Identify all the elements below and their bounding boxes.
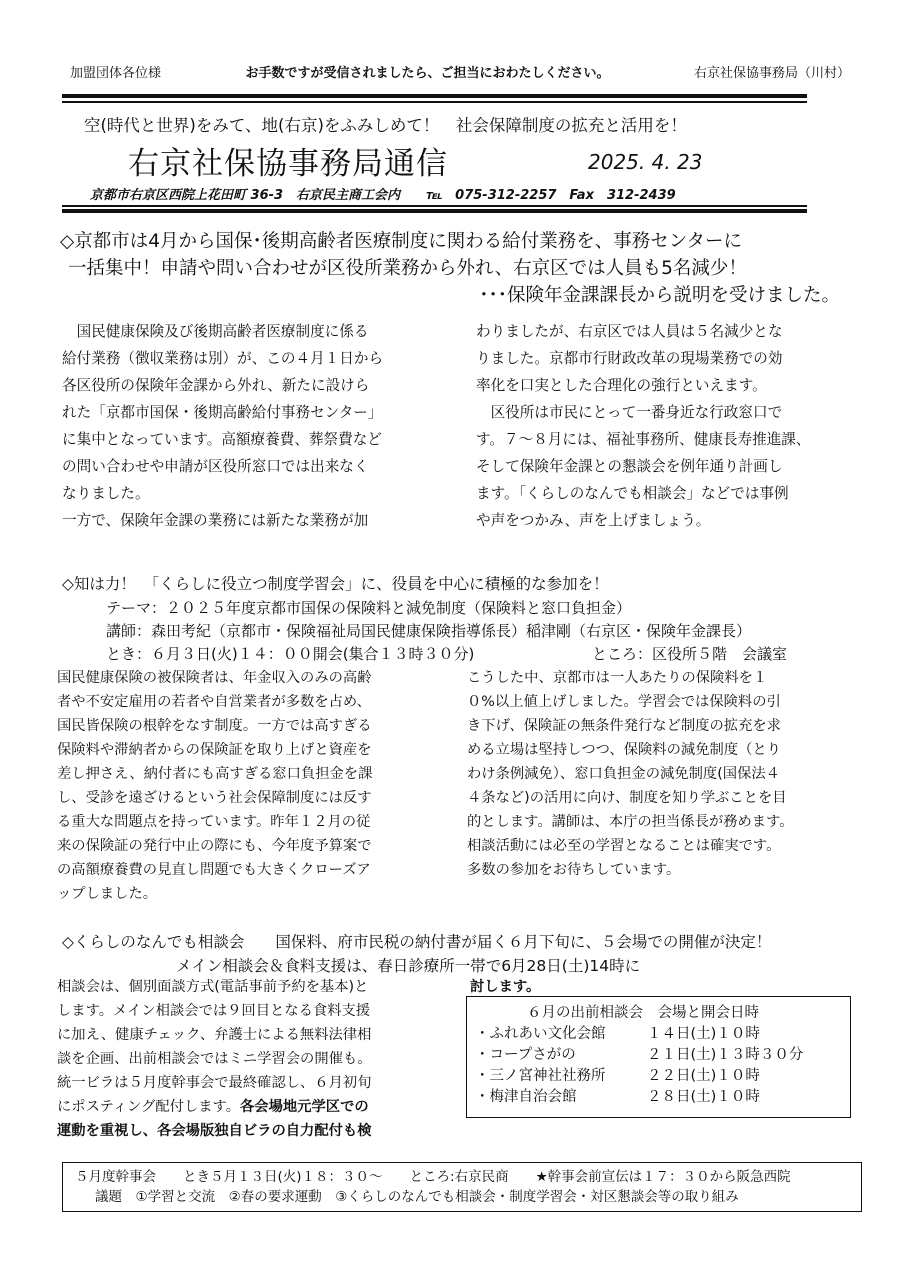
study-theme: テーマ：２０２５年度京都市国保の保険料と減免制度（保険料と窓口負担金） [106, 599, 632, 617]
emphasis-text: 各会場地元学区での [240, 1099, 369, 1115]
note-sender: 右京社保協事務局（川村） [693, 66, 850, 81]
header-rule-top-thin [62, 101, 807, 103]
article1-right-column: わりましたが、右京区では人員は５名減少とな りました。京都市行財政改革の現場業務での効 率化を口実とした合理化の強行といえます。 区役所は市民にとって一番身近な行政窓口で す。７～８月には、福祉事務所、健康長寿推進課、 そして保険年金課との懇談会を例年通り計画し ます。「くらしのなんでも相談会」などでは事例 や声をつかみ、声を上げましょう。 [476, 323, 811, 529]
study-where: ところ：区役所５階 会議室 [592, 645, 788, 663]
article1-left-column: 国民健康保険及び後期高齢者医療制度に係る 給付業務（徴収業務は別）が、この４月１日から 各区役所の保険年金課から外れ、新たに設けら れた「京都市国保・後期高齢給付事務センター」 に集中となっています。高額療養費、葬祭費など の問い合わせや申請が区役所窓口では出来なく なりました。 一方で、保険年金課の業務には新たな業務が加 [62, 323, 384, 529]
header-rule-top [62, 94, 807, 98]
meeting-agenda: 議題 ①学習と交流 ②春の要求運動 ③くらしのなんでも相談会・制度学習会・対区懇談会等の取り組み [95, 1189, 739, 1205]
study-lecturer: 講師：森田考紀（京都市・保険福祉局国民健康保険指導係長）稲津剛（右京区・保険年金課長） [106, 622, 752, 640]
article1-headline-line1: ◇京都市は4月から国保･後期高齢者医療制度に関わる給付業務を、事務センターに [60, 231, 743, 252]
header-rule-bottom [62, 209, 807, 213]
schedule-row: ・三ノ宮神社社務所 ２２日(土)１０時 [475, 1068, 760, 1084]
article1-headline-line2: 一括集中！申請や問い合わせが区役所業務から外れ、右京区では人員も5名減少！ [68, 258, 747, 279]
note-recipients: 加盟団体各位様 [70, 66, 162, 81]
schedule-row: ・ふれあい文化会館 １４日(土)１０時 [475, 1026, 760, 1042]
article3-left-column: 相談会は、個別面談方式(電話事前予約を基本)と します。メイン相談会では９回目となる食料支援 に加え、健康チェック、弁護士による無料法律相 談を企画、出前相談会ではミニ学習会の開催も。 統一ビラは５月度幹事会で最終確認し、６月初旬 にポスティング配付します。各会場地元学区での 運動を重視し、各会場版独自ビラの自力配付も検 [57, 979, 372, 1139]
emphasis-text-cont: 運動を重視し、各会場版独自ビラの自力配付も検 [57, 1123, 372, 1139]
issue-date: 2025. 4. 23 [588, 150, 703, 174]
header-rule-bottom-thin [62, 205, 807, 207]
article1-headline-line3: ･･･保険年金課課長から説明を受けました。 [479, 285, 840, 306]
office-address: 京都市右京区西院上花田町 36-3 右京民主商工会内 ℡ 075-312-2257 Fax 312-2439 [90, 188, 676, 203]
schedule-row: ・梅津自治会館 ２８日(土)１０時 [475, 1089, 760, 1105]
schedule-title: ６月の出前相談会 会場と開会日時 [527, 1005, 759, 1021]
meeting-notice-box [62, 1162, 862, 1212]
newsletter-title: 右京社保協事務局通信 [128, 146, 448, 182]
distribution-note [70, 62, 850, 81]
schedule-row: ・コープさがの ２１日(土)１３時３０分 [475, 1047, 804, 1063]
article3-continuation: 討します。 [470, 979, 541, 995]
article2-left-column: 国民健康保険の被保険者は、年金収入のみの高齢 者や不安定雇用の若者や自営業者が多数を占め、 国民皆保険の根幹をなす制度。一方では高すぎる 保険料や滞納者からの保険証を取り上げと資産を 差し押さえ、納付者にも高すぎる窓口負担金を課 し、受診を遠ざけるという社会保障制度には反す る重大な問題点を持っています。昨年１２月の従 来の保険証の発行中止の際にも、今年度予算案で の高額療養費の見直し問題でも大きくクローズア ップしました。 [57, 670, 373, 902]
study-when: とき：６月３日(火)１４：００開会(集合１３時３０分) [106, 645, 475, 663]
note-request: お手数ですが受信されましたら、ご担当におわたしください。 [245, 66, 610, 81]
article1-headline [60, 228, 860, 309]
schedule-box [466, 996, 851, 1118]
article3-main-event: メイン相談会＆食料支援は、春日診療所一帯で6月28日(土)14時に [176, 957, 641, 975]
article2-headline: ◇知は力！ 「くらしに役立つ制度学習会」に、役員を中心に積極的な参加を！ [62, 575, 609, 593]
meeting-notice-line1: ５月度幹事会 とき５月１３日(火)１８：３０～ ところ:右京民商 ★幹事会前宣伝は１７：３０から阪急西院 [75, 1169, 791, 1185]
article2-right-column: こうした中、京都市は一人あたりの保険料を１ ０%以上値上げしました。学習会では保険料の引 き下げ、保険証の無条件発行など制度の拡充を求 める立場は堅持しつつ、保険料の減免制度（とり わけ条例減免）、窓口負担金の減免制度(国保法４ ４条など)の活用に向け、制度を知り学ぶことを目 的とします。講師は、本庁の担当係長が務めます。 相談活動には必至の学習となることは確実です。 多数の参加をお待ちしています。 [467, 670, 794, 878]
slogan: 空(時代と世界)をみて、地(右京)をふみしめて！ 社会保障制度の拡充と活用を！ [84, 116, 687, 135]
article3-headline: ◇くらしのなんでも相談会 国保料、府市民税の納付書が届く６月下旬に、５会場での開催が決定！ [62, 933, 772, 951]
